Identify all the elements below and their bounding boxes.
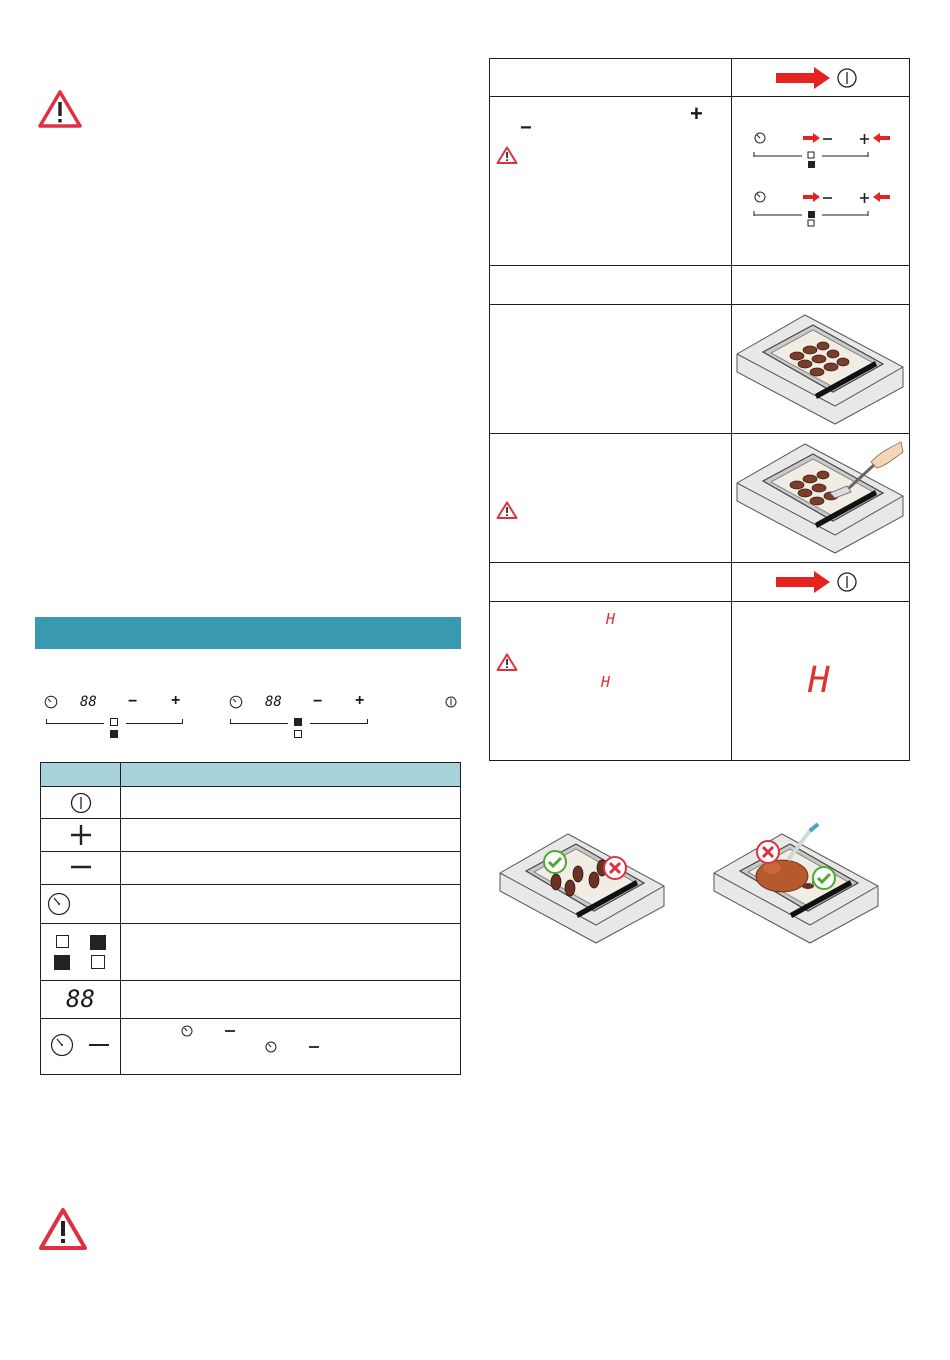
minus-icon — [308, 1044, 320, 1050]
minus-icon — [70, 862, 92, 872]
control-panel-diagram — [38, 690, 462, 740]
warning-icon — [38, 90, 82, 128]
zone-left-display: 88 — [80, 694, 97, 710]
panel-diagram-2 — [750, 187, 895, 232]
power-icon[interactable] — [445, 696, 457, 708]
zone-indicator-empty — [110, 718, 118, 726]
step2-plus: + — [690, 101, 703, 126]
minus-icon — [224, 1028, 236, 1034]
residual-heat-symbol: H — [601, 673, 611, 691]
timer-icon — [181, 1025, 193, 1037]
warning-icon — [496, 146, 518, 164]
zone-right-plus[interactable]: + — [355, 692, 365, 709]
zone-right-display: 88 — [265, 694, 282, 710]
correct-vs-wrong-cutting-illustration — [712, 822, 880, 946]
warning-icon — [496, 653, 518, 671]
correct-vs-wrong-meat-placement — [498, 828, 666, 946]
zone-indicator-empty — [294, 730, 302, 738]
zone-right-minus[interactable]: − — [313, 693, 323, 710]
plus-icon — [70, 824, 92, 846]
zone-indicator-full — [294, 718, 302, 726]
timer-icon — [229, 695, 243, 709]
display-digits: 88 — [66, 985, 95, 1013]
power-icon — [70, 792, 92, 814]
grill-with-spatula-illustration — [735, 438, 905, 556]
section-header-band — [35, 617, 461, 649]
timer-icon — [44, 695, 58, 709]
minus-icon — [88, 1040, 110, 1050]
zone-left-minus[interactable]: − — [128, 693, 138, 710]
arrow-to-power — [776, 64, 860, 92]
timer-icon — [50, 1033, 74, 1057]
zone-left-plus[interactable]: + — [171, 692, 181, 709]
step2-minus: − — [520, 117, 532, 139]
grill-with-food-illustration — [735, 312, 905, 427]
warning-icon — [38, 1207, 88, 1251]
residual-heat-display: H — [808, 660, 830, 701]
timer-icon — [265, 1041, 277, 1053]
zone-indicator-full — [110, 730, 118, 738]
panel-diagram-1 — [750, 128, 895, 173]
arrow-to-power — [776, 568, 860, 596]
warning-icon — [496, 501, 518, 519]
timer-icon — [47, 892, 71, 916]
residual-heat-symbol: H — [606, 610, 616, 628]
